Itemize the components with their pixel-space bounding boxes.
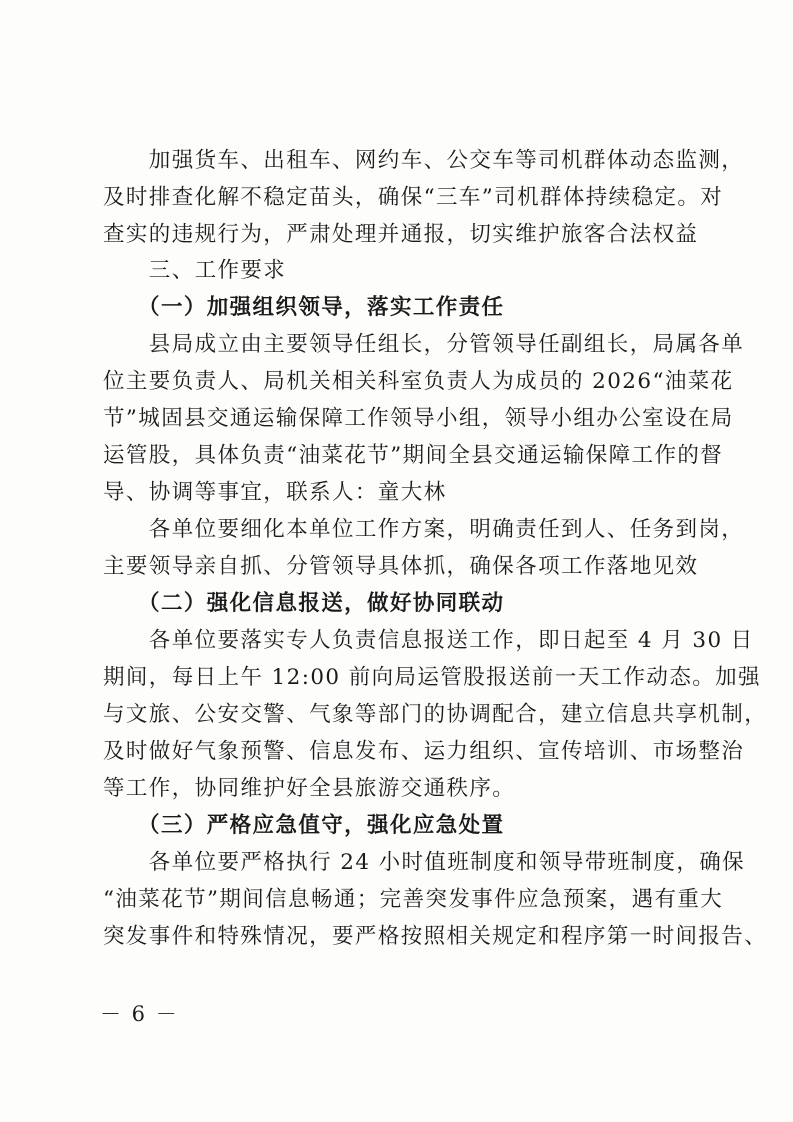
body-text-line: 各单位要细化本单位工作方案，明确责任到人、任务到岗，	[103, 517, 745, 542]
body-text-line: 节”城固县交通运输保障工作领导小组，领导小组办公室设在局	[103, 406, 734, 431]
section-heading: 三、工作要求	[103, 258, 287, 283]
body-text-line: 导、协调等事宜，联系人：童大林	[103, 480, 447, 505]
body-text-line: 等工作，协同维护好全县旅游交通秩序。	[103, 776, 516, 801]
body-text-line: 各单位要落实专人负责信息报送工作，即日起至 4 月 30 日	[103, 628, 754, 653]
subsection-heading: （一）加强组织领导，落实工作责任	[103, 295, 505, 320]
page-number: － 6 －	[100, 1002, 179, 1026]
body-text-line: 主要领导亲自抓、分管领导具体抓，确保各项工作落地见效	[103, 554, 699, 579]
body-text-line: “油菜花节”期间信息畅通；完善突发事件应急预案，遇有重大	[103, 887, 724, 912]
subsection-heading: （三）严格应急值守，强化应急处置	[103, 813, 505, 838]
body-text-line: 期间，每日上午 12:00 前向局运管股报送前一天工作动态。加强	[103, 665, 761, 690]
body-text-line: 加强货车、出租车、网约车、公交车等司机群体动态监测，	[103, 148, 745, 173]
body-text-line: 突发事件和特殊情况，要严格按照相关规定和程序第一时间报告、	[103, 924, 768, 949]
body-text-line: 与文旅、公安交警、气象等部门的协调配合，建立信息共享机制，	[103, 702, 768, 727]
body-text-line: 及时排查化解不稳定苗头，确保“三车”司机群体持续稳定。对	[103, 185, 724, 210]
subsection-heading: （二）强化信息报送，做好协同联动	[103, 591, 505, 616]
body-text-line: 各单位要严格执行 24 小时值班制度和领导带班制度，确保	[103, 850, 746, 875]
body-text-line: 县局成立由主要领导任组长，分管领导任副组长，局属各单	[103, 332, 745, 357]
body-text-line: 运管股，具体负责“油菜花节”期间全县交通运输保障工作的督	[103, 443, 724, 468]
body-text-line: 查实的违规行为，严肃处理并通报，切实维护旅客合法权益	[103, 222, 699, 247]
body-text-line: 位主要负责人、局机关相关科室负责人为成员的 2026“油菜花	[103, 369, 734, 394]
body-text-line: 及时做好气象预警、信息发布、运力组织、宣传培训、市场整治	[103, 739, 745, 764]
